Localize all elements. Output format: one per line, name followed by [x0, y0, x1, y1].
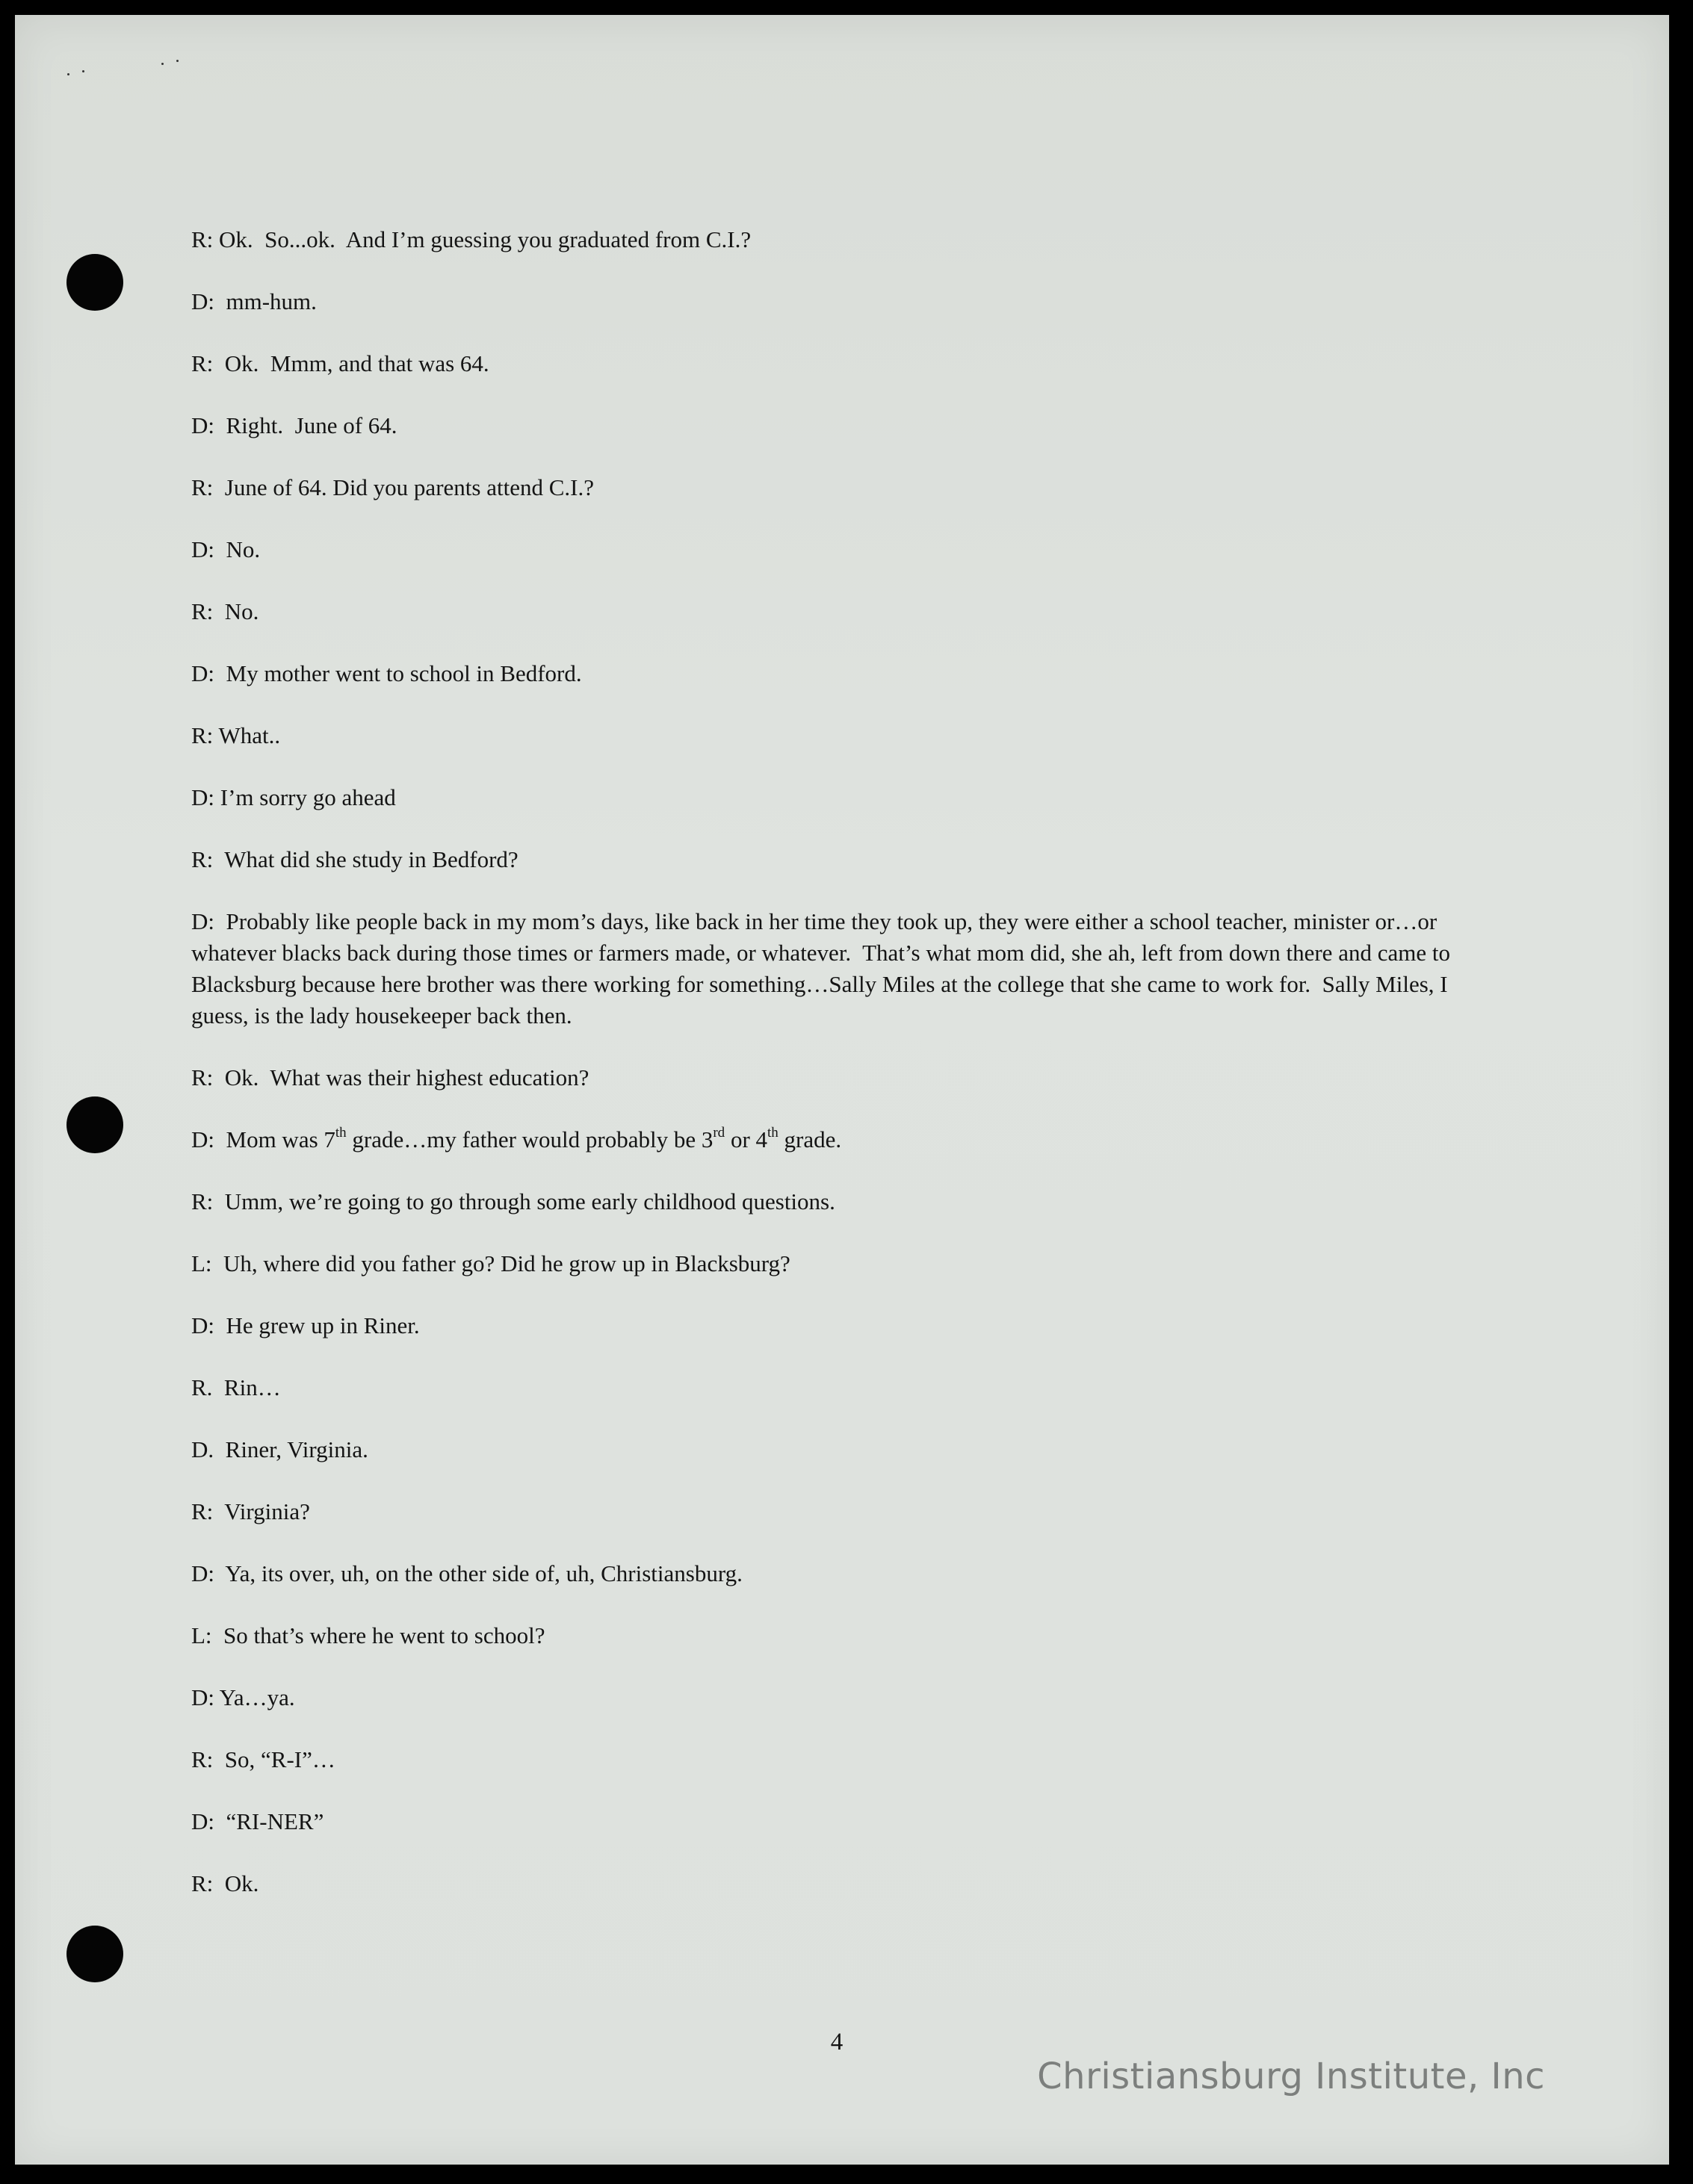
transcript-paragraph: D: Probably like people back in my mom’s days, like back in her time they took up, they were either a school teacher, minister or…or whatever blacks back during those times or farmers made, or whatever. That’s what mom did, she ah, left from down there and came to Blacksburg because here brother was there working for something…Sally Miles at the college that she came to work for. Sally Miles, I guess, is the lady housekeeper back then. [191, 908, 1456, 1029]
scan-speck [82, 70, 84, 72]
transcript-line: R: June of 64. Did you parents attend C.I.? [191, 474, 594, 500]
transcript-line: D. Riner, Virginia. [191, 1436, 368, 1462]
grades-middle: grade…my father would probably be 3 [346, 1126, 714, 1153]
transcript-line: D: Right. June of 64. [191, 412, 397, 438]
transcript-line: R: Umm, we’re going to go through some early childhood questions. [191, 1188, 835, 1214]
transcript-line: D: Ya, its over, uh, on the other side of, uh, Christiansburg. [191, 1560, 743, 1586]
transcript-line: D: “RI-NER” [191, 1808, 324, 1834]
transcript-line: D: No. [191, 536, 261, 562]
transcript-line: R: Virginia? [191, 1498, 310, 1524]
transcript-line: R: What did she study in Bedford? [191, 846, 519, 872]
transcript-line: D: My mother went to school in Bedford. [191, 660, 582, 686]
scan-speck [67, 73, 69, 75]
grades-suffix: grade. [778, 1126, 842, 1153]
transcript-line: D: mm-hum. [191, 288, 317, 314]
transcript-line: L: So that’s where he went to school? [191, 1622, 545, 1648]
scan-speck [176, 60, 179, 62]
transcript-line: R: Ok. So...ok. And I’m guessing you graduated from C.I.? [191, 226, 752, 252]
grades-sup-rd: rd [713, 1124, 725, 1141]
grades-sup-th-2: th [767, 1124, 779, 1141]
transcript-line: R: What.. [191, 722, 281, 748]
transcript-line-grades [191, 1124, 1454, 1155]
transcript-line: R: So, “R-I”… [191, 1746, 335, 1772]
transcript-line: D: Ya…ya. [191, 1684, 295, 1710]
page-number: 4 [830, 2029, 844, 2056]
binder-hole-middle [66, 1096, 123, 1153]
transcript-line: D: He grew up in Riner. [191, 1312, 420, 1338]
grades-or: or 4 [725, 1126, 768, 1153]
transcript-body [191, 224, 1454, 1930]
binder-hole-bottom [66, 1926, 123, 1982]
transcript-line: R: No. [191, 598, 259, 624]
binder-hole-top [66, 254, 123, 311]
transcript-line: R: Ok. What was their highest education? [191, 1064, 589, 1091]
watermark-text: Christiansburg Institute, Inc [1037, 2056, 1545, 2097]
scan-speck [161, 63, 164, 65]
transcript-line: D: I’m sorry go ahead [191, 784, 396, 810]
transcript-line: R. Rin… [191, 1374, 281, 1400]
transcript-line: L: Uh, where did you father go? Did he grow up in Blacksburg? [191, 1250, 790, 1276]
grades-prefix: D: Mom was 7 [191, 1126, 335, 1153]
grades-sup-th: th [335, 1124, 347, 1141]
transcript-line: R: Ok. [191, 1870, 259, 1896]
transcript-line: R: Ok. Mmm, and that was 64. [191, 350, 489, 376]
